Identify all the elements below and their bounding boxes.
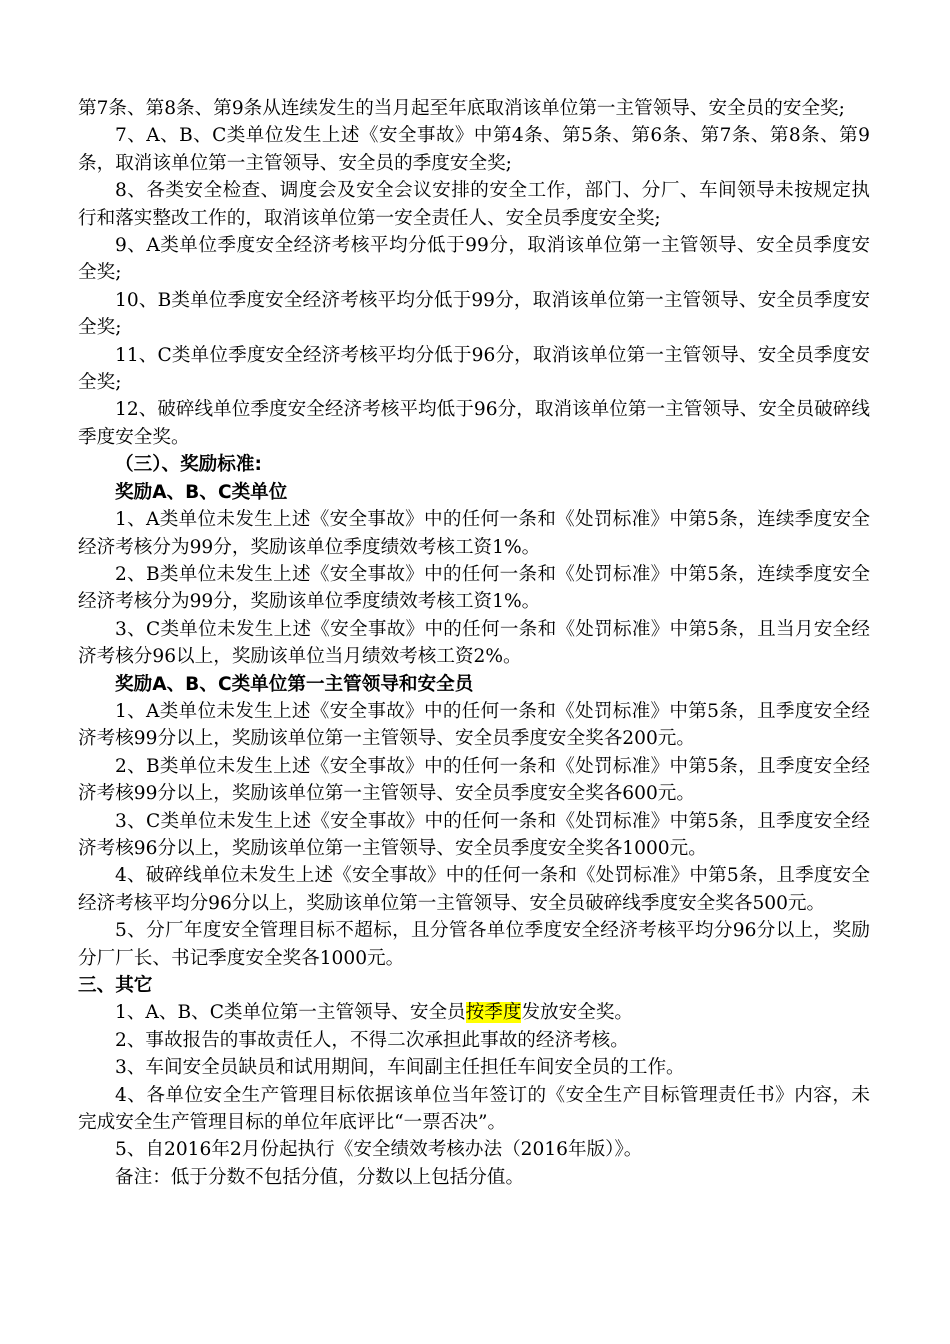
section-heading: 三、其它 [78,975,153,996]
paragraph: 8、各类安全检查、调度会及安全会议安排的安全工作，部门、分厂、车间领导未按规定执行和落实整改工作的，取消该单位第一安全责任人、安全员季度安全奖; [78,180,870,229]
other-item-1-before: 1、A、B、C类单位第一主管领导、安全员 [115,1002,466,1024]
paragraph: 3、C类单位未发生上述《安全事故》中的任何一条和《处罚标准》中第5条，且季度安全经济考核96分以上，奖励该单位第一主管领导、安全员季度安全奖各1000元。 [78,810,870,859]
paragraph: 9、A类单位季度安全经济考核平均分低于99分，取消该单位第一主管领导、安全员季度安全奖; [78,235,870,284]
paragraph: 4、各单位安全生产管理目标依据该单位当年签订的《安全生产目标管理责任书》内容，未完成安全生产管理目标的单位年底评比“一票否决”。 [78,1084,870,1134]
document-page [78,95,870,1191]
paragraph: 5、自2016年2月份起执行《安全绩效考核办法（2016年版）》。 [115,1139,643,1161]
paragraph: 2、事故报告的事故责任人，不得二次承担此事故的经济考核。 [115,1029,629,1051]
paragraph: 5、分厂年度安全管理目标不超标，且分管各单位季度安全经济考核平均分96分以上，奖励分厂厂长、书记季度安全奖各1000元。 [78,920,870,969]
paragraph: 1、A类单位未发生上述《安全事故》中的任何一条和《处罚标准》中第5条，且季度安全经济考核99分以上，奖励该单位第一主管领导、安全员季度安全奖各200元。 [78,700,870,750]
paragraph: 7、A、B、C类单位发生上述《安全事故》中第4条、第5条、第6条、第7条、第8条、第9条，取消该单位第一主管领导、安全员的季度安全奖; [78,125,870,174]
section-heading: 奖励A、B、C类单位第一主管领导和安全员 [115,673,474,695]
section-heading: 奖励A、B、C类单位 [115,481,288,503]
paragraph: 1、A类单位未发生上述《安全事故》中的任何一条和《处罚标准》中第5条，连续季度安全经济考核分为99分，奖励该单位季度绩效考核工资1%。 [78,509,870,558]
highlighted-phrase: 按季度 [465,1002,522,1024]
paragraph: 备注：低于分数不包括分值，分数以上包括分值。 [115,1166,525,1188]
other-item-1-after: 发放安全奖。 [521,1002,634,1024]
paragraph: 11、C类单位季度安全经济考核平均分低于96分，取消该单位第一主管领导、安全员季度安全奖; [78,344,870,394]
document-body-bottom [78,1027,870,1191]
other-item-1 [78,999,870,1026]
paragraph: 10、B类单位季度安全经济考核平均分低于99分，取消该单位第一主管领导、安全员季度安全奖; [78,289,870,339]
section-heading: （三）、奖励标准: [115,454,262,476]
paragraph: 3、车间安全员缺员和试用期间，车间副主任担任车间安全员的工作。 [115,1057,685,1079]
document-body-top [78,95,870,999]
paragraph: 4、破碎线单位未发生上述《安全事故》中的任何一条和《处罚标准》中第5条，且季度安全经济考核平均分96分以上，奖励该单位第一主管领导、安全员破碎线季度安全奖各500元。 [78,865,870,914]
paragraph: 12、破碎线单位季度安全经济考核平均低于96分，取消该单位第一主管领导、安全员破碎线季度安全奖。 [78,399,870,448]
paragraph: 2、B类单位未发生上述《安全事故》中的任何一条和《处罚标准》中第5条，连续季度安全经济考核分为99分，奖励该单位季度绩效考核工资1%。 [78,563,870,613]
paragraph: 第7条、第8条、第9条从连续发生的当月起至年底取消该单位第一主管领导、安全员的安全奖; [78,98,845,119]
paragraph: 2、B类单位未发生上述《安全事故》中的任何一条和《处罚标准》中第5条，且季度安全经济考核99分以上，奖励该单位第一主管领导、安全员季度安全奖各600元。 [78,755,870,805]
paragraph: 3、C类单位未发生上述《安全事故》中的任何一条和《处罚标准》中第5条，且当月安全经济考核分96以上，奖励该单位当月绩效考核工资2%。 [78,618,870,668]
